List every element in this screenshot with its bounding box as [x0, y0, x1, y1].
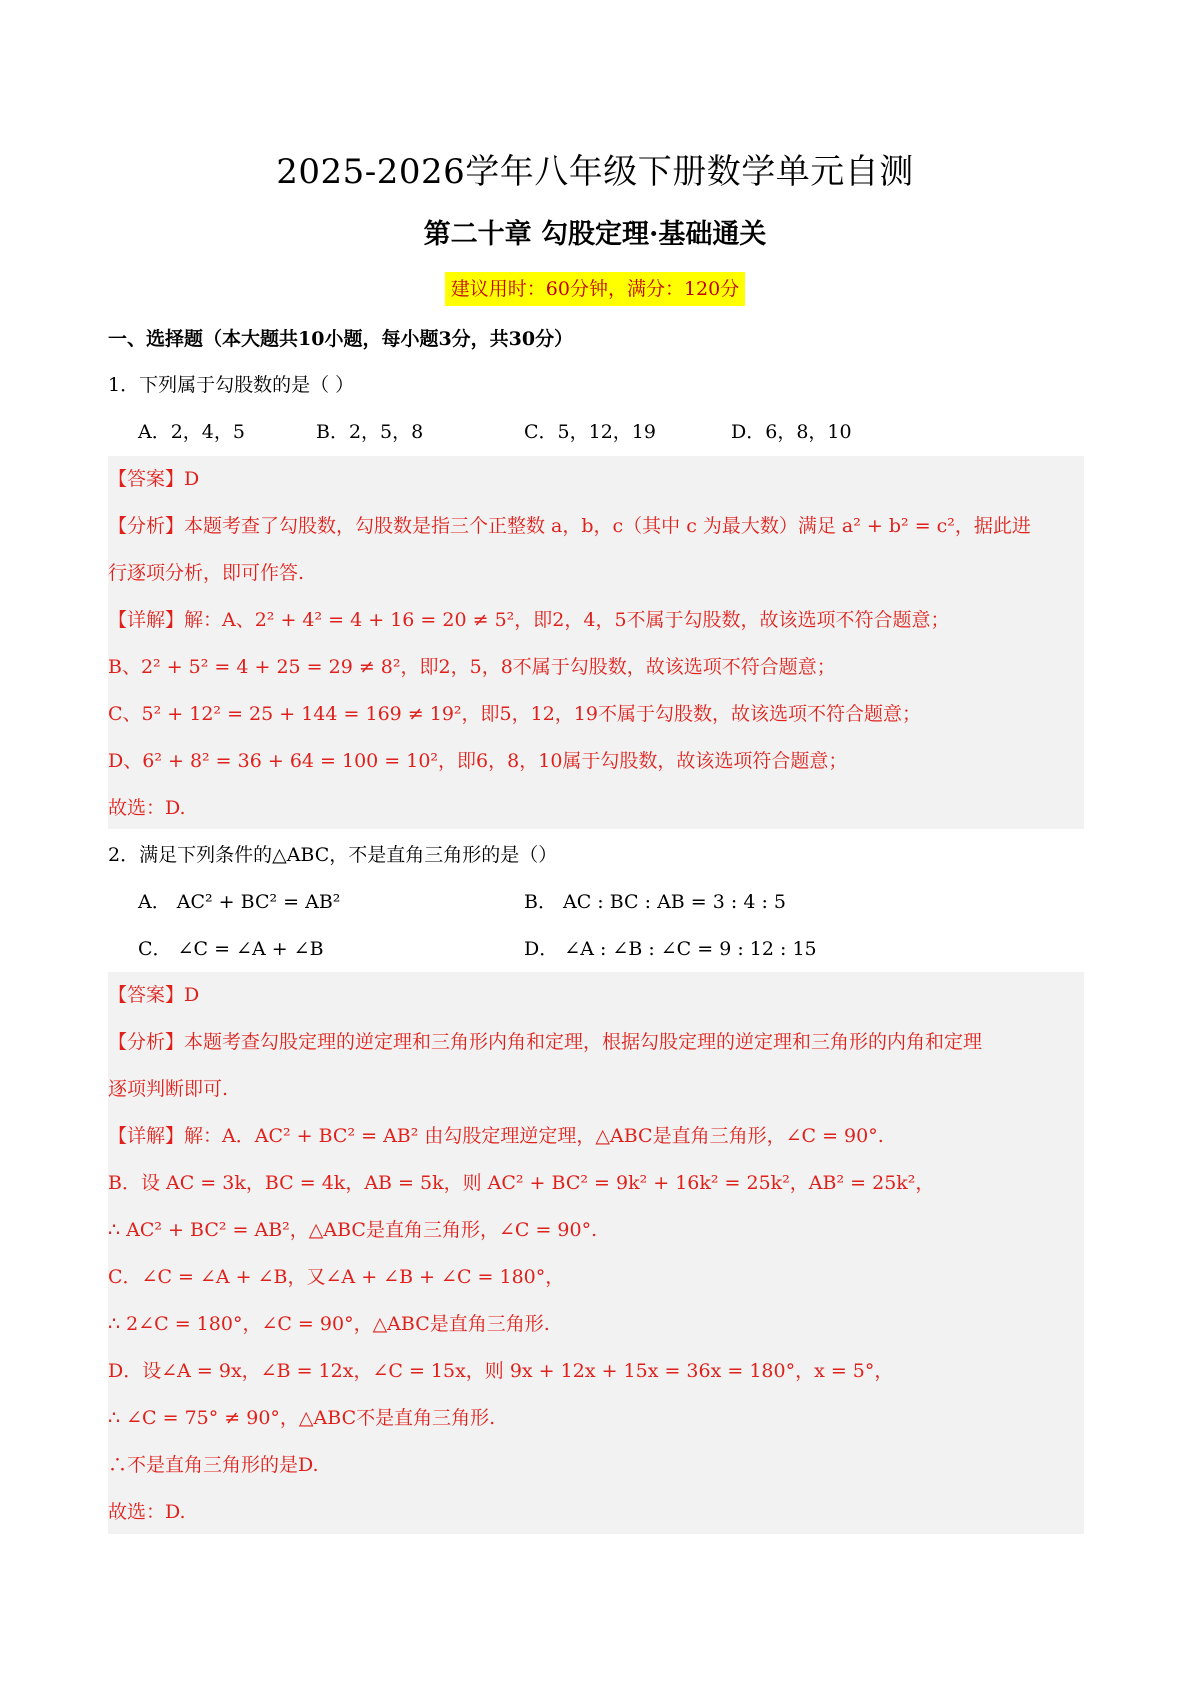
q2-option-d: D． ∠A : ∠B : ∠C = 9 : 12 : 15 — [524, 938, 817, 960]
q2-answer: 【答案】D — [108, 984, 200, 1006]
q1-detail-line-3: C、5² + 12² = 25 + 144 = 169 ≠ 19²，即5，12，19不属于勾股数，故该选项不符合题意； — [108, 703, 921, 725]
time-limit-highlight: 建议用时：60分钟，满分：120分 — [445, 272, 745, 306]
q2-detail-line-6: D．设∠A = 9x，∠B = 12x，∠C = 15x，则 9x + 12x + 15x = 36x = 180°，x = 5°， — [108, 1360, 894, 1382]
q2-detail-line-1: 【详解】解：A．AC² + BC² = AB² 由勾股定理逆定理，△ABC是直角三角形，∠C = 90°. — [108, 1125, 884, 1147]
q2-conclusion: 故选：D. — [108, 1501, 186, 1523]
q1-detail-line-4: D、6² + 8² = 36 + 64 = 100 = 10²，即6，8，10属于勾股数，故该选项符合题意； — [108, 750, 848, 772]
q1-conclusion: 故选：D. — [108, 797, 186, 819]
time-limit-wrap — [0, 272, 1190, 306]
q2-detail-line-3: ∴ AC² + BC² = AB²，△ABC是直角三角形，∠C = 90°. — [108, 1219, 598, 1241]
chapter-subtitle: 第二十章 勾股定理·基础通关 — [423, 219, 767, 250]
q1-answer: 【答案】D — [108, 468, 200, 490]
section-heading: 一、选择题（本大题共10小题，每小题3分，共30分） — [108, 328, 574, 350]
q1-option-d: D．6，8，10 — [731, 421, 852, 443]
q1-option-b: B．2，5，8 — [316, 421, 424, 443]
q2-detail-line-4: C．∠C = ∠A + ∠B，又∠A + ∠B + ∠C = 180°， — [108, 1266, 565, 1288]
q2-option-a: A． AC² + BC² = AB² — [138, 891, 341, 913]
q1-stem: 1．下列属于勾股数的是（ ） — [108, 374, 355, 396]
q1-analysis-line-2: 行逐项分析，即可作答. — [108, 562, 305, 584]
q2-analysis-line-2: 逐项判断即可. — [108, 1078, 229, 1100]
q2-detail-line-8: ∴不是直角三角形的是D. — [108, 1454, 319, 1476]
q2-analysis-line-1: 【分析】本题考查勾股定理的逆定理和三角形内角和定理，根据勾股定理的逆定理和三角形的内角和定理 — [108, 1031, 983, 1053]
q1-detail-line-2: B、2² + 5² = 4 + 25 = 29 ≠ 8²，即2，5，8不属于勾股数，故该选项不符合题意； — [108, 656, 836, 678]
q2-detail-line-7: ∴ ∠C = 75° ≠ 90°，△ABC不是直角三角形. — [108, 1407, 496, 1429]
q2-detail-line-5: ∴ 2∠C = 180°，∠C = 90°，△ABC是直角三角形. — [108, 1313, 550, 1335]
q1-option-c: C．5，12，19 — [524, 421, 656, 443]
q1-option-a: A．2，4，5 — [138, 421, 245, 443]
q2-option-c: C． ∠C = ∠A + ∠B — [138, 938, 324, 960]
q1-detail-line-1: 【详解】解：A、2² + 4² = 4 + 16 = 20 ≠ 5²，即2，4，5不属于勾股数，故该选项不符合题意； — [108, 609, 950, 631]
q2-detail-line-2: B．设 AC = 3k，BC = 4k，AB = 5k，则 AC² + BC² = 9k² + 16k² = 25k²，AB² = 25k²， — [108, 1172, 935, 1194]
q2-option-b: B． AC : BC : AB = 3 : 4 : 5 — [524, 891, 786, 913]
q2-stem: 2．满足下列条件的△ABC，不是直角三角形的是（） — [108, 844, 558, 866]
document-title: 2025-2026学年八年级下册数学单元自测 — [276, 152, 914, 192]
q1-analysis-line-1: 【分析】本题考查了勾股数，勾股数是指三个正整数 a，b，c（其中 c 为最大数）满足 a² + b² = c²，据此进 — [108, 515, 1031, 537]
